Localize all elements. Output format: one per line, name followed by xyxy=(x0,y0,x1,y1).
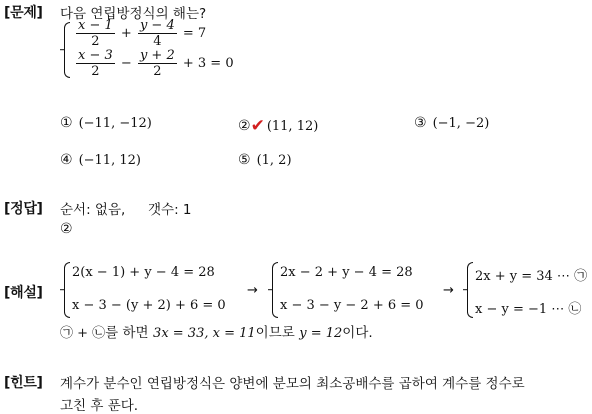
answer-value: ② xyxy=(60,221,73,237)
choice-5[interactable] xyxy=(238,152,292,168)
arrow-icon: → xyxy=(443,283,454,298)
solution-sys1-eq1: 2(x − 1) + y − 4 = 28 xyxy=(72,265,215,280)
choice-value: (−11, 12) xyxy=(78,153,141,168)
solution-sys1-eq2: x − 3 − (y + 2) + 6 = 0 xyxy=(72,298,226,313)
choice-value: (−11, −12) xyxy=(78,116,152,131)
choice-4[interactable] xyxy=(60,152,141,168)
answer-count: 갯수: 1 xyxy=(148,202,192,218)
answer-order: 순서: 없음, xyxy=(60,202,126,218)
solution-conclusion: ㉠ + ㉡를 하면 3x = 33, x = 11이므로 y = 12이다. xyxy=(60,325,373,341)
arrow-icon: → xyxy=(247,283,258,298)
choice-marker: ① xyxy=(60,115,73,131)
choice-marker: ⑤ xyxy=(238,152,251,168)
solution-sys3-eq2: x − y = −1 ⋯ ㉡ xyxy=(475,302,582,317)
choice-value: (−1, −2) xyxy=(432,116,490,131)
choice-1[interactable] xyxy=(60,115,152,131)
solution-brace-1 xyxy=(64,262,70,318)
answer-tag: [정답] xyxy=(4,201,43,217)
hint-tag: [힌트] xyxy=(4,375,43,391)
choice-2[interactable] xyxy=(238,115,318,135)
choice-marker: ③ xyxy=(414,115,427,131)
hint-line-2: 고친 후 푼다. xyxy=(60,398,139,414)
solution-brace-2 xyxy=(272,262,278,318)
system-brace xyxy=(64,22,70,78)
solution-sys2-eq1: 2x − 2 + y − 4 = 28 xyxy=(280,265,413,280)
choice-value: (11, 12) xyxy=(266,119,319,134)
choice-marker: ② xyxy=(238,118,251,134)
checkmark-icon: ✔ xyxy=(250,116,265,136)
solution-sys2-eq2: x − 3 − y − 2 + 6 = 0 xyxy=(280,298,424,313)
equation-1: $\frac{x - 1}{2}$ + $\frac{y - 4}{4}$ = 7 xyxy=(78,18,207,49)
problem-tag: [문제] xyxy=(4,5,43,21)
choice-marker: ④ xyxy=(60,152,73,168)
equation-2: $\frac{x - 3}{2}$ − $\frac{y + 2}{2}$ + 3 = 0 xyxy=(78,48,234,79)
question-text: 다음 연립방정식의 해는? xyxy=(60,6,207,22)
solution-brace-3 xyxy=(467,262,473,318)
hint-line-1: 계수가 분수인 연립방정식은 양변에 분모의 최소공배수를 곱하여 계수를 정수로 xyxy=(60,376,525,392)
solution-sys3-eq1: 2x + y = 34 ⋯ ㉠ xyxy=(475,269,588,284)
choice-value: (1, 2) xyxy=(256,153,292,168)
solution-tag: [해설] xyxy=(4,285,43,301)
choice-3[interactable] xyxy=(414,115,489,131)
